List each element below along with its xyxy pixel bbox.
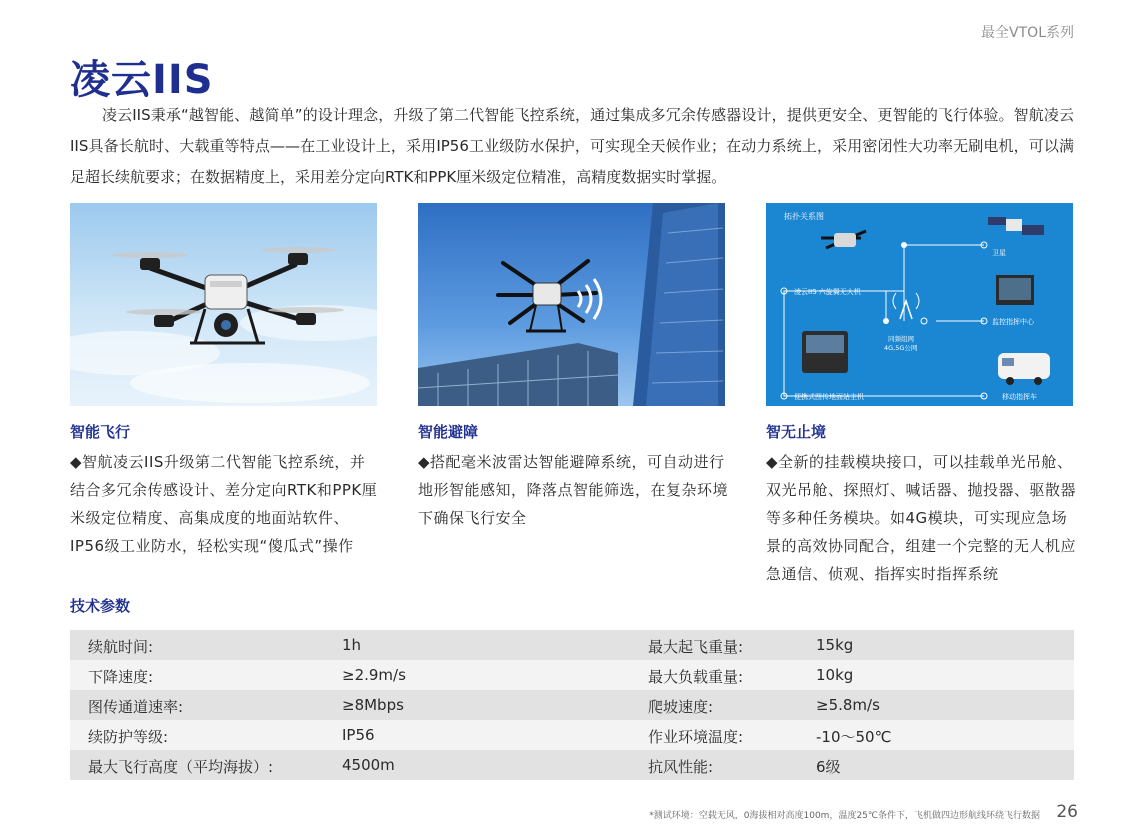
- specs-table: [70, 630, 1074, 780]
- spec-key: 抗风性能:: [648, 758, 714, 776]
- spec-value: 15kg: [816, 636, 854, 654]
- table-row: [70, 690, 1074, 720]
- page-number: 26: [1056, 802, 1078, 822]
- spec-value: 1h: [342, 636, 362, 654]
- intro-text: [70, 100, 1074, 193]
- diagram-satellite-label: 卫星: [992, 249, 1006, 257]
- spec-key: 最大起飞重量:: [648, 638, 744, 656]
- spec-key: 最大负载重量:: [648, 668, 744, 686]
- feature-title-unlimited: 智无止境: [766, 423, 827, 441]
- diagram-monitor-label: 监控指挥中心: [992, 318, 1034, 326]
- spec-value: 10kg: [816, 666, 854, 684]
- spec-key: 续航时间:: [88, 638, 154, 656]
- topology-diagram: [766, 203, 1073, 406]
- table-row: [70, 660, 1074, 690]
- spec-key: 下降速度:: [88, 668, 154, 686]
- spec-value: 4500m: [342, 756, 395, 774]
- test-footnote: *测试环境：空载无风，0海拔相对高度100m，温度25℃条件下，飞机做四边形航线环绕飞行数据: [649, 811, 1040, 821]
- table-row: [70, 720, 1074, 750]
- diagram-title: 拓扑关系图: [784, 212, 824, 221]
- spec-value: 6级: [816, 758, 841, 776]
- page-title: 凌云IIS: [70, 57, 214, 103]
- table-row: [70, 630, 1074, 660]
- spec-key: 爬坡速度:: [648, 698, 714, 716]
- spec-key: 续防护等级:: [88, 728, 169, 746]
- diagram-vehicle-label: 移动指挥车: [1002, 393, 1037, 401]
- intro-paragraph: 凌云IIS秉承“越智能、越简单”的设计理念，升级了第二代智能飞控系统，通过集成多冗余传感器设计，提供更安全、更智能的飞行体验。智航凌云IIS具备长航时、大载重等特点——在工业设计上，采用IP56工业级防水保护，可实现全天候作业；在动力系统上，采用密闭性大功率无刷电机，可以满足超长续航要求；在数据精度上，采用差分定向RTK和PPK厘米级定位精准，高精度数据实时掌握。: [70, 106, 1074, 186]
- feature-title-obstacle-avoidance: 智能避障: [418, 423, 479, 441]
- specs-title: 技术参数: [70, 597, 131, 615]
- diagram-network-label: 同频组网 4G,5G公网: [884, 335, 918, 352]
- spec-value: IP56: [342, 726, 375, 744]
- spec-value: ≥8Mbps: [342, 696, 404, 714]
- drone-flight-photo: [70, 203, 377, 406]
- feature-text-unlimited: ◆全新的挂载模块接口，可以挂载单光吊舱、双光吊舱、探照灯、喊话器、抛投器、驱散器等多种任务模块。如4G模块，可实现应急场景的高效协同配合，组建一个完整的无人机应急通信、侦观、指挥实时指挥系统: [766, 453, 1077, 583]
- spec-value: ≥2.9m/s: [342, 666, 406, 684]
- feature-text-obstacle-avoidance: ◆搭配毫米波雷达智能避障系统，可自动进行地形智能感知，降落点智能筛选，在复杂环境下确保飞行安全: [418, 453, 729, 527]
- spec-key: 作业环境温度:: [648, 728, 744, 746]
- spec-value: -10～50℃: [816, 728, 892, 746]
- spec-key: 图传通道速率:: [88, 698, 184, 716]
- series-label: 最全VTOL系列: [981, 25, 1074, 41]
- diagram-portable-label: 便携式图传地面站主机: [794, 393, 864, 401]
- spec-value: ≥5.8m/s: [816, 696, 880, 714]
- feature-text-smart-flight: ◆智航凌云IIS升级第二代智能飞控系统，并结合多冗余传感设计、差分定向RTK和PPK厘米级定位精度、高集成度的地面站软件、IP56级工业防水，轻松实现“傻瓜式”操作: [70, 453, 378, 555]
- obstacle-avoidance-photo: [418, 203, 725, 406]
- diagram-drone-label: 凌云IIS 六旋翼无人机: [794, 288, 861, 296]
- spec-key: 最大飞行高度（平均海拔）:: [88, 758, 274, 776]
- feature-title-smart-flight: 智能飞行: [70, 423, 131, 441]
- table-row: [70, 750, 1074, 780]
